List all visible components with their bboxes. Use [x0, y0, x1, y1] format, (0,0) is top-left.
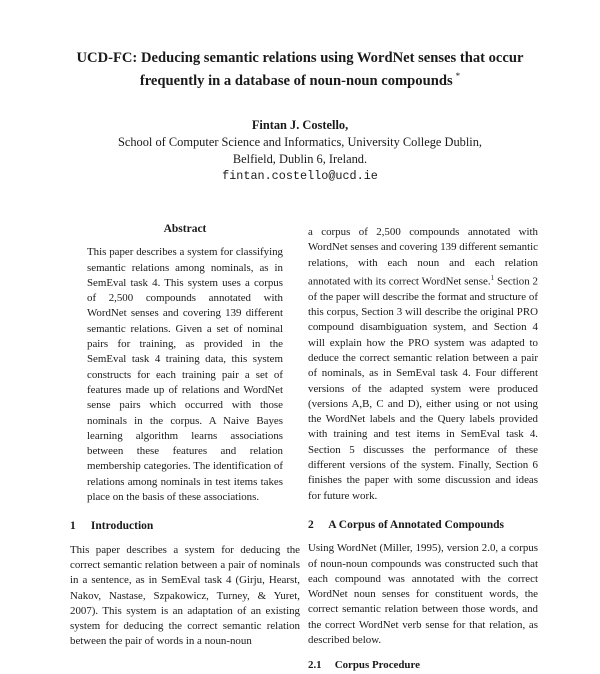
section-1-number: 1 [70, 520, 76, 533]
author-block [60, 117, 540, 185]
section-1-title: Introduction [90, 520, 154, 533]
intro-continuation [308, 225, 538, 504]
author-affiliation: School of Computer Science and Informatics, University College Dublin, [117, 135, 483, 149]
subsection-2-1-heading [308, 658, 538, 673]
subsection-2-1-number: 2.1 [308, 659, 322, 672]
author-address: Belfield, Dublin 6, Ireland. [232, 152, 368, 166]
section-2-text: Using WordNet (Miller, 1995), version 2.0, a corpus of noun-noun compounds was constructed such that each compound was annotated with the correct WordNet noun senses for constituent words, the correct semantic relation between those words, and the correct WordNet verb sense for that relation, as described below. [308, 542, 538, 647]
paper-title [60, 49, 540, 90]
left-column [70, 222, 300, 650]
title-line-2: frequently in a database of noun-noun compounds [139, 72, 453, 89]
author-name: Fintan J. Costello, [251, 118, 349, 132]
title-line-1: UCD-FC: Deducing semantic relations using WordNet senses that occur [76, 50, 524, 66]
section-1-text: This paper describes a system for deducing the correct semantic relation between a pair of nominals in a sentence, as in SemEval task 4 (Girju, Hearst, Nakov, Nastase, Szpakowicz, Turney, & Yuret, 2007). This system is an adaptation of an existing system for deducing the correct semantic relation between the pair of words in a noun-noun [70, 543, 300, 648]
abstract-heading: Abstract [163, 223, 207, 235]
author-email: fintan.costello@ucd.ie [222, 169, 378, 183]
section-1-heading [70, 519, 300, 534]
abstract-text: This paper describes a system for classifying semantic relations among nominals, as in SemEval task 4. This system uses a corpus of 2,500 compounds annotated with WordNet senses and covering 139 different semantic relations. Given a set of nominal pairs for training, as provided in the SemEval task 4 training data, this system constructs for each training pair a set of features made up of relations and WordNet sense pairs which occurred with those nominals in the corpus. A Naive Bayes learning algorithm learns associations between these features and relation membership categories. The identification of relations among nominals in test items takes place on the basis of these associations. [87, 246, 283, 504]
footnote-ref: 1 [490, 273, 495, 282]
subsection-2-1-title: Corpus Procedure [334, 659, 420, 672]
intro-continuation-part1: a corpus of 2,500 compounds annotated with WordNet senses and covering 139 different semantic relations, with each noun and each relation annotated with its correct WordNet sense. [308, 226, 538, 288]
intro-continuation-part2: Section 2 of the paper will describe the format and structure of this corpus, Section 3 will describe the original PRO compound disambiguation system, and Section 4 will explain how the PRO system was adapted to deduce the correct semantic relation between a pair of nominals, as in SemEval task 4. Four different versions of the adapted system were produced (versions A,B, C and D), either using or not using the WordNet labels and the Query labels provided with training and test items in SemEval task 4. Section 5 discusses the performance of these different versions of the system. Finally, Section 6 finishes the paper with some discussion and ideas for future work. [308, 275, 539, 502]
section-2-heading [308, 518, 538, 533]
section-2-title: A Corpus of Annotated Compounds [328, 518, 504, 531]
title-footnote-mark: * [455, 71, 461, 81]
right-column [308, 225, 538, 674]
section-2-number: 2 [308, 518, 314, 531]
